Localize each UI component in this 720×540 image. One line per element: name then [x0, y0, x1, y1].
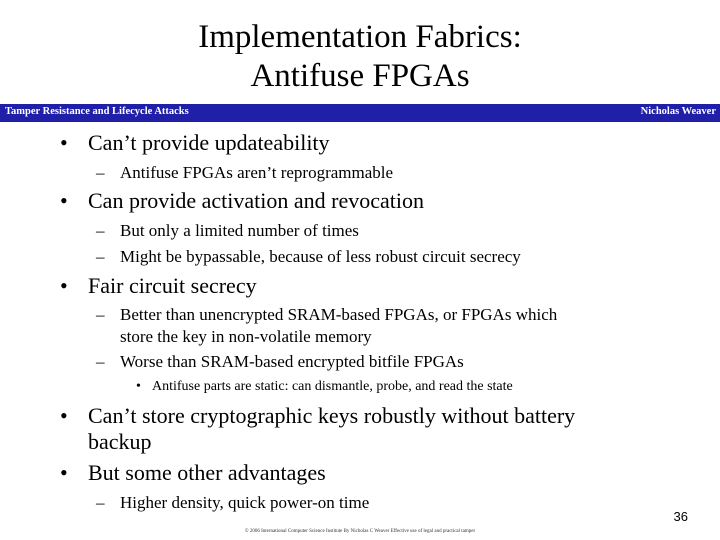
- header-left-text: Tamper Resistance and Lifecycle Attacks: [5, 106, 189, 117]
- bullet-3-sub-1-cont: store the key in non-volatile memory: [120, 327, 372, 346]
- bullet-3-sub-2: Worse than SRAM-based encrypted bitfile FPGAs: [120, 352, 464, 371]
- footer-text: © 2006 International Computer Science Institute By Nicholas C Weaver Effective use of legal and practical tamper: [244, 529, 476, 534]
- bullet-4-text-cont: backup: [88, 429, 152, 454]
- title-line-1: Implementation Fabrics:: [198, 19, 522, 55]
- bullet-2-sub-1: But only a limited number of times: [120, 221, 359, 240]
- bullet-1-text: Can’t provide updateability: [88, 130, 330, 155]
- bullet-4-text: Can’t store cryptographic keys robustly without battery: [88, 403, 576, 428]
- bullet-3-text: Fair circuit secrecy: [88, 273, 257, 298]
- dash-icon: –: [96, 163, 105, 182]
- bullet-5-sub-1: Higher density, quick power-on time: [120, 493, 370, 512]
- bullet-icon: •: [60, 130, 68, 155]
- dash-icon: –: [96, 493, 105, 512]
- bullet-3-sub-1: Better than unencrypted SRAM-based FPGAs, or FPGAs which: [120, 305, 558, 324]
- bullet-icon: •: [60, 460, 68, 485]
- bullet-icon: •: [60, 403, 68, 428]
- header-band: [0, 104, 720, 122]
- bullet-icon: •: [60, 273, 68, 298]
- bullet-2-sub-2: Might be bypassable, because of less robust circuit secrecy: [120, 247, 521, 266]
- bullet-icon: •: [60, 188, 68, 213]
- bullet-2-text: Can provide activation and revocation: [88, 188, 424, 213]
- title-line-2: Antifuse FPGAs: [250, 58, 470, 94]
- dash-icon: –: [96, 247, 105, 266]
- dash-icon: –: [96, 352, 105, 371]
- bullet-3-subsub-1: Antifuse parts are static: can dismantle, probe, and read the state: [152, 379, 513, 394]
- dash-icon: –: [96, 221, 105, 240]
- slide-title: [0, 18, 720, 96]
- bullet-icon: •: [136, 379, 141, 394]
- page-number: 36: [673, 509, 688, 524]
- header-right-text: Nicholas Weaver: [640, 106, 716, 117]
- bullet-1-sub-1: Antifuse FPGAs aren’t reprogrammable: [120, 163, 394, 182]
- bullet-5-text: But some other advantages: [88, 460, 326, 485]
- dash-icon: –: [96, 305, 105, 324]
